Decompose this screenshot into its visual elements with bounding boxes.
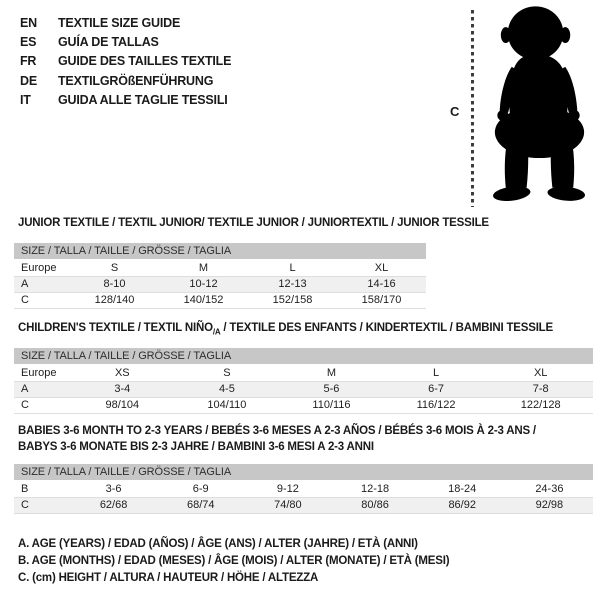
table-cell: 104/110 xyxy=(175,397,280,413)
table-cell: 158/170 xyxy=(337,292,426,308)
list-item xyxy=(20,14,231,33)
babies-table xyxy=(14,464,593,514)
language-code: EN xyxy=(20,16,37,30)
list-item xyxy=(20,33,231,52)
table-cell: 3-6 xyxy=(70,481,157,497)
row-label: B xyxy=(14,481,70,497)
table-cell: 6-7 xyxy=(384,381,489,397)
babies-table-title xyxy=(18,423,588,455)
table-row xyxy=(14,497,593,513)
table-row xyxy=(14,292,426,308)
table-cell: 122/128 xyxy=(488,397,593,413)
language-title: TEXTILE SIZE GUIDE xyxy=(58,16,181,30)
language-title: GUIDA ALLE TAGLIE TESSILI xyxy=(58,92,228,107)
table-cell: XL xyxy=(337,260,426,276)
footnote-a: A. AGE (YEARS) / EDAD (AÑOS) / ÂGE (ANS) / ALTER (JAHRE) / ETÀ (ANNI) xyxy=(18,538,418,550)
title-text: CHILDREN'S TEXTILE / TEXTIL NIÑO xyxy=(18,322,213,334)
row-label: C xyxy=(14,397,70,413)
row-label: Europe xyxy=(14,365,70,381)
language-code: FR xyxy=(20,54,37,69)
table-row xyxy=(14,260,426,276)
list-item xyxy=(20,91,231,110)
table-cell: 7-8 xyxy=(488,381,593,397)
table-row xyxy=(14,381,593,397)
table-cell: 14-16 xyxy=(337,276,426,292)
table-cell: XS xyxy=(70,365,175,381)
table-cell: 68/74 xyxy=(157,497,244,513)
title-line: BABYS 3-6 MONATE BIS 2-3 JAHRE / BAMBINI 3-6 MESI A 2-3 ANNI xyxy=(18,441,374,453)
table-cell: 86/92 xyxy=(419,497,506,513)
table-cell: 12-13 xyxy=(248,276,337,292)
table-cell: M xyxy=(159,260,248,276)
size-header-bar: SIZE / TALLA / TAILLE / GRÖSSE / TAGLIA xyxy=(14,464,593,480)
junior-table xyxy=(14,243,426,309)
language-title: TEXTILGRÖßENFÜHRUNG xyxy=(58,73,214,88)
table-cell: 110/116 xyxy=(279,397,384,413)
babies-size-table xyxy=(14,481,593,514)
table-cell: 74/80 xyxy=(244,497,331,513)
table-cell: 18-24 xyxy=(419,481,506,497)
table-cell: 92/98 xyxy=(506,497,593,513)
table-cell: L xyxy=(384,365,489,381)
table-cell: 10-12 xyxy=(159,276,248,292)
toddler-silhouette-icon xyxy=(479,3,598,208)
height-measure-label: C xyxy=(450,104,460,119)
table-cell: S xyxy=(175,365,280,381)
language-list xyxy=(20,14,231,110)
table-cell: 5-6 xyxy=(279,381,384,397)
junior-table-title: JUNIOR TEXTILE / TEXTIL JUNIOR/ TEXTILE JUNIOR / JUNIORTEXTIL / JUNIOR TESSILE xyxy=(18,217,489,229)
language-title: GUIDE DES TAILLES TEXTILE xyxy=(58,54,232,69)
height-measure-line xyxy=(471,10,474,207)
title-text: / TEXTILE DES ENFANTS / KINDERTEXTIL / BAMBINI TESSILE xyxy=(220,322,553,334)
size-header-bar: SIZE / TALLA / TAILLE / GRÖSSE / TAGLIA xyxy=(14,243,426,259)
table-cell: 3-4 xyxy=(70,381,175,397)
table-row xyxy=(14,276,426,292)
row-label: C xyxy=(14,497,70,513)
table-cell: 9-12 xyxy=(244,481,331,497)
table-cell: 24-36 xyxy=(506,481,593,497)
table-cell: 116/122 xyxy=(384,397,489,413)
table-cell: 12-18 xyxy=(331,481,418,497)
table-cell: L xyxy=(248,260,337,276)
size-header-bar: SIZE / TALLA / TAILLE / GRÖSSE / TAGLIA xyxy=(14,348,593,364)
table-row xyxy=(14,397,593,413)
row-label: Europe xyxy=(14,260,70,276)
language-code: ES xyxy=(20,35,37,50)
list-item xyxy=(20,72,231,91)
table-row xyxy=(14,481,593,497)
title-line: BABIES 3-6 MONTH TO 2-3 YEARS / BEBÉS 3-6 MESES A 2-3 AÑOS / BÉBÉS 3-6 MOIS À 2-3 ANS / xyxy=(18,425,536,437)
footnote-b: B. AGE (MONTHS) / EDAD (MESES) / ÂGE (MOIS) / ALTER (MONATE) / ETÀ (MESI) xyxy=(18,555,450,567)
footnotes xyxy=(18,536,449,587)
table-cell: 8-10 xyxy=(70,276,159,292)
footnote-c: C. (cm) HEIGHT / ALTURA / HAUTEUR / HÖHE / ALTEZZA xyxy=(18,572,319,584)
title-subscript: /A xyxy=(212,327,221,337)
table-cell: 80/86 xyxy=(331,497,418,513)
row-label: A xyxy=(14,276,70,292)
table-cell: XL xyxy=(488,365,593,381)
children-table-title xyxy=(18,320,553,340)
language-title: GUÍA DE TALLAS xyxy=(58,35,159,50)
table-cell: 4-5 xyxy=(175,381,280,397)
table-cell: 128/140 xyxy=(70,292,159,308)
children-table xyxy=(14,348,593,414)
table-cell: S xyxy=(70,260,159,276)
table-cell: 6-9 xyxy=(157,481,244,497)
row-label: C xyxy=(14,292,70,308)
language-code: IT xyxy=(20,92,31,107)
table-row xyxy=(14,365,593,381)
table-cell: 140/152 xyxy=(159,292,248,308)
children-size-table xyxy=(14,365,593,414)
junior-size-table xyxy=(14,260,426,309)
table-cell: 152/158 xyxy=(248,292,337,308)
language-code: DE xyxy=(20,73,37,88)
row-label: A xyxy=(14,381,70,397)
list-item xyxy=(20,52,231,71)
table-cell: M xyxy=(279,365,384,381)
table-cell: 62/68 xyxy=(70,497,157,513)
table-cell: 98/104 xyxy=(70,397,175,413)
